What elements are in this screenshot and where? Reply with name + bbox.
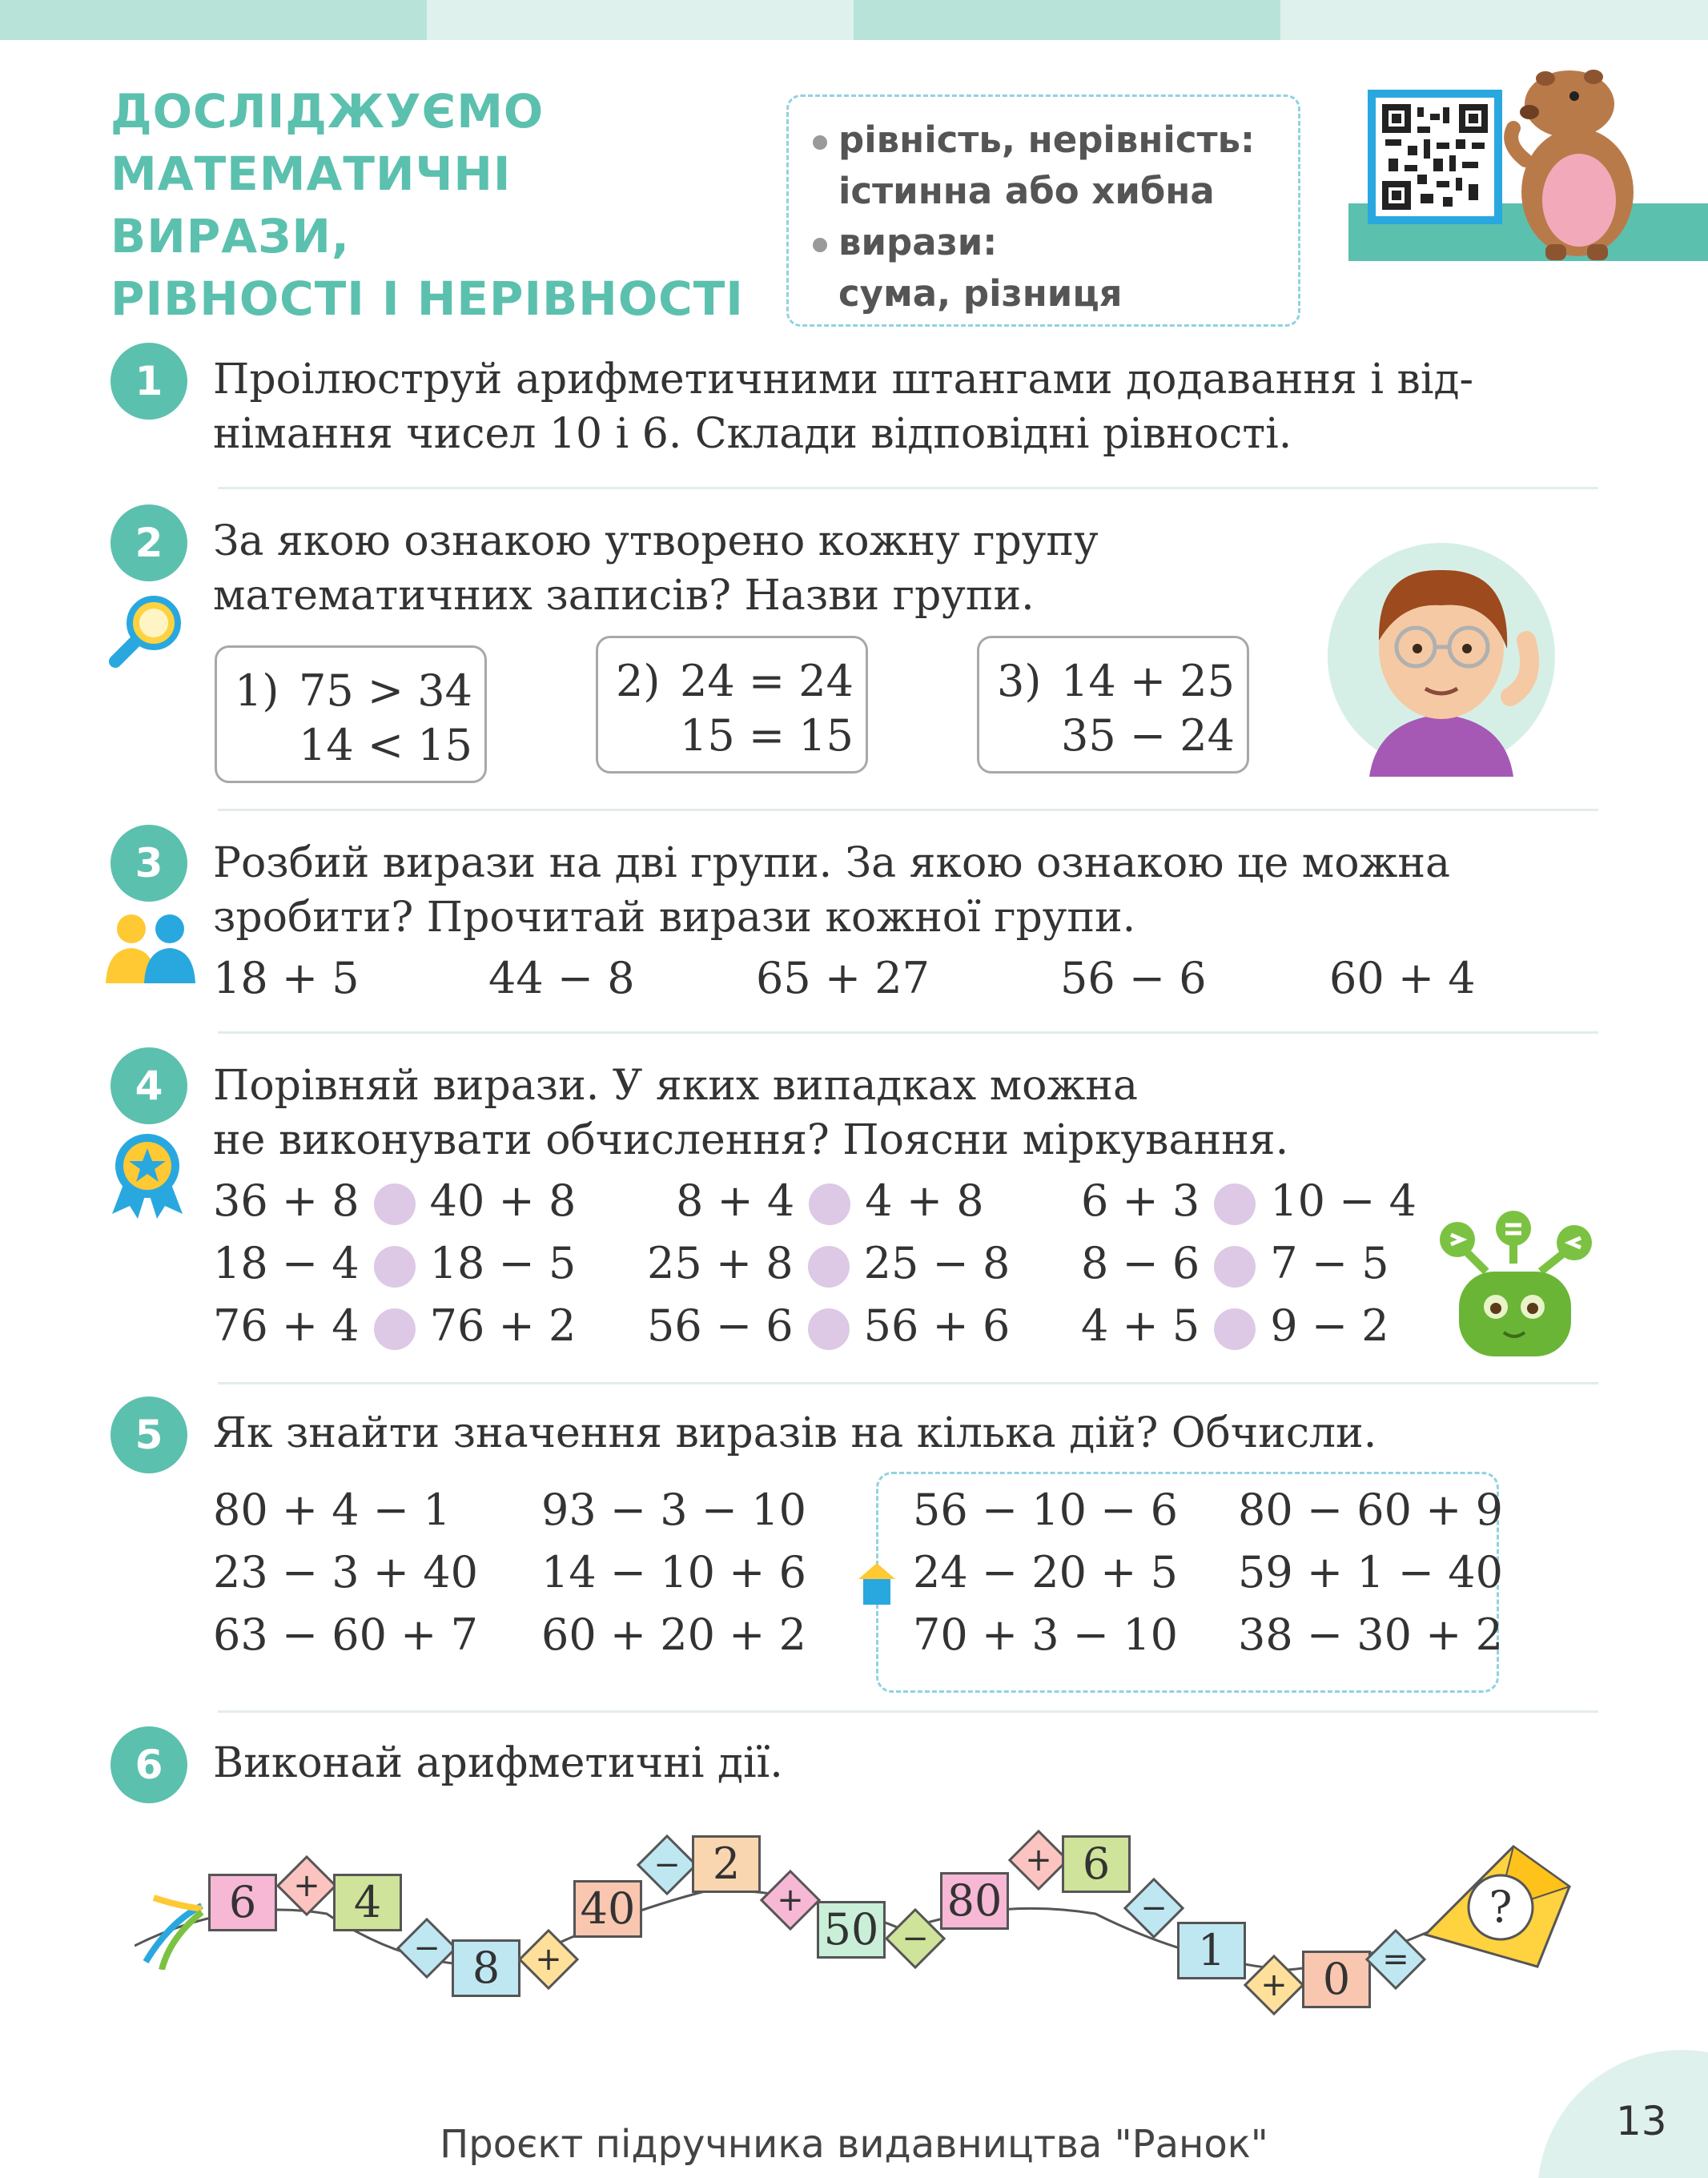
chain-number: 40 — [573, 1880, 642, 1938]
page-number: 13 — [1616, 2098, 1667, 2144]
chain-number: 1 — [1177, 1922, 1246, 1979]
task-3-text: Розбий вирази на дві групи. За якою ознакою це можна зробити? Прочитай вирази кожної групи. — [213, 839, 1450, 942]
task-number-3: 3 — [111, 825, 187, 902]
equals-operation: = — [1365, 1929, 1426, 1990]
comparison-pair: 4 + 5 9 − 2 — [1081, 1300, 1389, 1351]
task-number-2: 2 — [111, 504, 187, 581]
task-number-1: 1 — [111, 343, 187, 420]
comparison-pair: 25 + 8 25 − 8 — [647, 1238, 1011, 1288]
expression: 24 − 20 + 5 — [913, 1547, 1178, 1597]
expression: 38 − 30 + 2 — [1238, 1609, 1503, 1660]
comparison-pair: 18 − 4 18 − 5 — [213, 1238, 577, 1288]
expression: 56 − 6 — [1060, 953, 1207, 1003]
task-1-text: Проілюструй арифметичними штангами додавання і від- німання чисел 10 і 6. Склади відповідні рівності. — [213, 356, 1474, 458]
comparison-slot[interactable] — [1214, 1246, 1256, 1288]
magnifier-icon — [101, 591, 186, 676]
keywords-box: рівність, нерівність: істинна або хибна вирази: сума, різниця — [786, 94, 1300, 327]
comparison-pair: 6 + 3 10 − 4 — [1081, 1175, 1417, 1226]
chain-number: 80 — [940, 1872, 1009, 1930]
task-2-text: За якою ознакою утворено кожну групу математичних записів? Назви групи. — [213, 517, 1099, 620]
expression: 14 − 10 + 6 — [541, 1547, 806, 1597]
bullet-icon — [813, 238, 827, 252]
boy-illustration — [1321, 528, 1561, 785]
separator — [218, 1382, 1598, 1384]
chain-number: 0 — [1302, 1951, 1371, 2008]
home-icon — [857, 1561, 897, 1606]
comparison-slot[interactable] — [1214, 1183, 1256, 1225]
expression: 59 + 1 − 40 — [1238, 1547, 1503, 1597]
separator — [218, 487, 1598, 489]
comparison-slot[interactable] — [1214, 1308, 1256, 1350]
comparison-slot[interactable] — [374, 1246, 416, 1288]
plus-operation: + — [1008, 1830, 1069, 1891]
expression: 70 + 3 − 10 — [913, 1609, 1178, 1660]
comparison-slot[interactable] — [808, 1308, 850, 1350]
capybara-mascot-illustration — [1497, 56, 1642, 264]
task-6-text: Виконай арифметичні дії. — [213, 1739, 783, 1787]
chain-number: 6 — [1062, 1835, 1131, 1893]
footer-text: Проєкт підручника видавництва "Ранок" — [440, 2122, 1268, 2167]
green-monster-illustration — [1430, 1208, 1598, 1360]
top-stripe — [0, 0, 1708, 40]
expression: 80 + 4 − 1 — [213, 1485, 451, 1535]
plus-operation: + — [518, 1929, 579, 1990]
chain-number: 4 — [333, 1874, 402, 1931]
lesson-title: ДОСЛІДЖУЄМО МАТЕМАТИЧНІ ВИРАЗИ, РІВНОСТІ І НЕРІВНОСТІ — [111, 84, 744, 326]
comparison-pair: 36 + 8 40 + 8 — [213, 1175, 577, 1226]
separator — [218, 809, 1598, 811]
task-5-text: Як знайти значення виразів на кілька дій? Обчисли. — [213, 1409, 1377, 1457]
group-box-2: 2) 24 = 24 15 = 15 — [596, 636, 868, 774]
minus-operation: − — [396, 1918, 457, 1979]
expression: 56 − 10 − 6 — [913, 1485, 1178, 1535]
separator — [218, 1710, 1598, 1713]
plus-operation: + — [760, 1870, 821, 1931]
expression: 23 − 3 + 40 — [213, 1547, 478, 1597]
comparison-slot[interactable] — [808, 1246, 850, 1288]
expression: 63 − 60 + 7 — [213, 1609, 478, 1660]
task-number-5: 5 — [111, 1396, 187, 1473]
expression: 93 − 3 − 10 — [541, 1485, 806, 1535]
chain-number: 2 — [692, 1835, 761, 1893]
task-4-text: Порівняй вирази. У яких випадках можна не виконувати обчислення? Поясни міркування. — [213, 1062, 1289, 1164]
medal-icon — [106, 1131, 189, 1219]
plus-operation: + — [276, 1855, 337, 1916]
comparison-pair: 76 + 4 76 + 2 — [213, 1300, 577, 1351]
chain-number: 8 — [452, 1939, 520, 1997]
minus-operation: − — [1123, 1878, 1184, 1939]
minus-operation: − — [637, 1834, 697, 1895]
expression: 60 + 4 — [1329, 953, 1476, 1003]
expression: 80 − 60 + 9 — [1238, 1485, 1503, 1535]
bullet-icon — [813, 135, 827, 150]
expression: 44 − 8 — [488, 953, 635, 1003]
qr-code[interactable] — [1368, 90, 1502, 224]
result-placeholder[interactable]: ? — [1489, 1882, 1513, 1932]
task-number-4: 4 — [111, 1047, 187, 1124]
group-box-3: 3) 14 + 25 35 − 24 — [977, 636, 1249, 774]
chain-number: 6 — [208, 1874, 277, 1931]
comparison-slot[interactable] — [374, 1183, 416, 1225]
comparison-pair: 8 + 4 4 + 8 — [676, 1175, 984, 1226]
separator — [218, 1031, 1598, 1034]
kite-tail-icon — [138, 1874, 210, 1970]
plus-operation: + — [1244, 1955, 1304, 2015]
chain-number: 50 — [817, 1901, 886, 1959]
expression: 18 + 5 — [213, 953, 360, 1003]
comparison-slot[interactable] — [809, 1183, 850, 1225]
expression: 60 + 20 + 2 — [541, 1609, 806, 1660]
group-box-1: 1) 75 > 34 14 < 15 — [215, 645, 487, 783]
comparison-pair: 56 − 6 56 + 6 — [647, 1300, 1011, 1351]
comparison-slot[interactable] — [374, 1308, 416, 1350]
expression: 65 + 27 — [756, 953, 930, 1003]
comparison-pair: 8 − 6 7 − 5 — [1081, 1238, 1389, 1288]
pair-work-icon — [102, 910, 199, 987]
task-number-6: 6 — [111, 1726, 187, 1803]
minus-operation: − — [885, 1908, 946, 1969]
